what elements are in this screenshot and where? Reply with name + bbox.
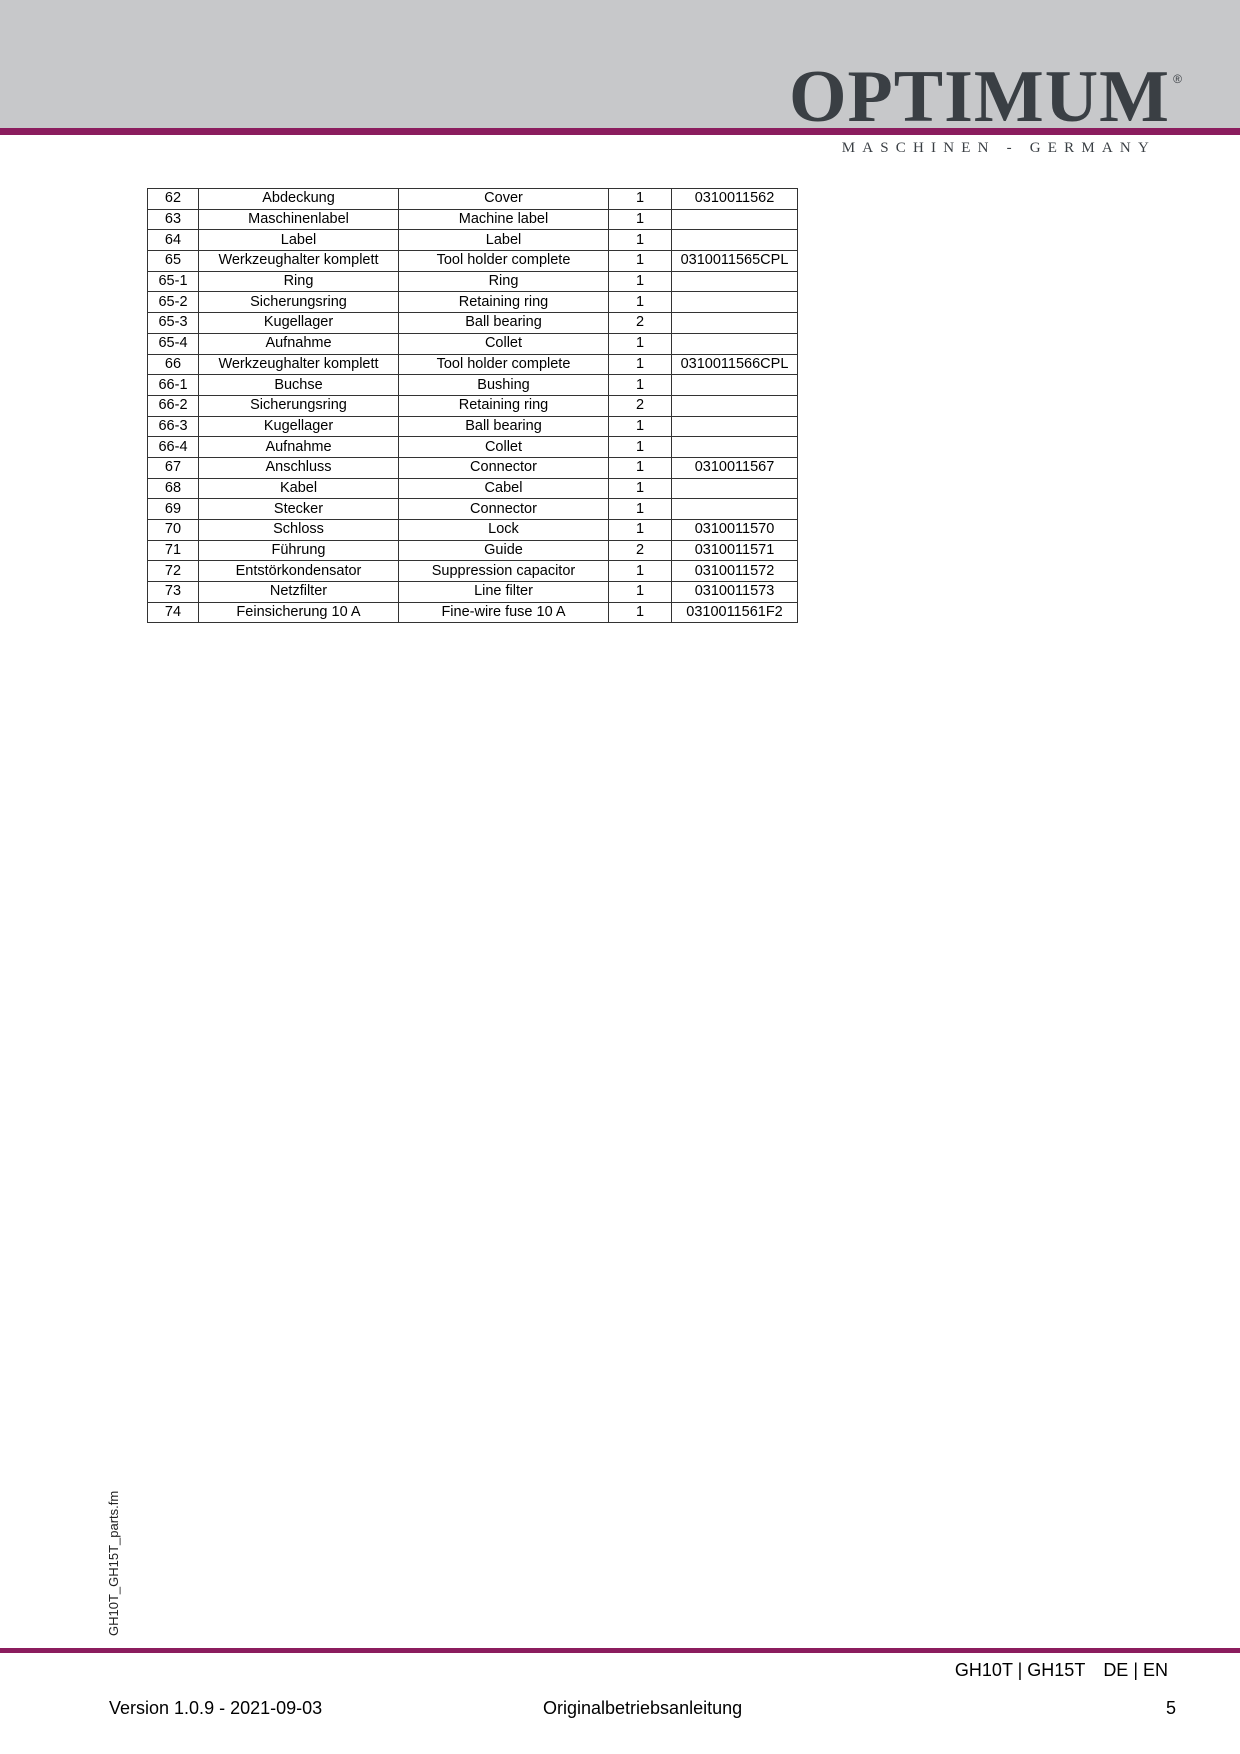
cell-name-en: Tool holder complete <box>399 354 609 375</box>
footer-doc-title: Originalbetriebsanleitung <box>543 1698 743 1718</box>
cell-quantity: 1 <box>609 520 672 541</box>
cell-position: 74 <box>148 602 199 623</box>
cell-name-de: Kugellager <box>199 313 399 334</box>
cell-position: 69 <box>148 499 199 520</box>
cell-name-de: Kugellager <box>199 416 399 437</box>
table-row <box>148 230 798 251</box>
footer-accent-rule <box>0 1648 1240 1653</box>
cell-article-number <box>672 333 798 354</box>
cell-quantity: 1 <box>609 271 672 292</box>
cell-position: 66-4 <box>148 437 199 458</box>
cell-quantity: 1 <box>609 416 672 437</box>
cell-name-de: Kabel <box>199 478 399 499</box>
cell-article-number <box>672 395 798 416</box>
table-row <box>148 582 798 603</box>
cell-name-de: Sicherungsring <box>199 292 399 313</box>
table-row <box>148 478 798 499</box>
cell-position: 67 <box>148 457 199 478</box>
cell-name-de: Maschinenlabel <box>199 209 399 230</box>
cell-name-en: Ring <box>399 271 609 292</box>
cell-name-en: Collet <box>399 437 609 458</box>
cell-name-en: Retaining ring <box>399 292 609 313</box>
table-row <box>148 561 798 582</box>
table-row <box>148 602 798 623</box>
page-number: 5 <box>1165 1698 1176 1718</box>
cell-article-number: 0310011570 <box>672 520 798 541</box>
cell-article-number: 0310011561F2 <box>672 602 798 623</box>
table-row <box>148 209 798 230</box>
cell-quantity: 1 <box>609 478 672 499</box>
cell-name-en: Machine label <box>399 209 609 230</box>
cell-quantity: 1 <box>609 582 672 603</box>
cell-name-de: Aufnahme <box>199 333 399 354</box>
table-row <box>148 499 798 520</box>
cell-position: 62 <box>148 189 199 210</box>
cell-name-de: Stecker <box>199 499 399 520</box>
footer-languages: DE | EN <box>1103 1660 1168 1680</box>
cell-position: 66 <box>148 354 199 375</box>
cell-position: 66-3 <box>148 416 199 437</box>
table-row <box>148 333 798 354</box>
cell-name-de: Entstörkondensator <box>199 561 399 582</box>
cell-name-de: Aufnahme <box>199 437 399 458</box>
cell-name-en: Ball bearing <box>399 313 609 334</box>
cell-quantity: 2 <box>609 395 672 416</box>
cell-name-en: Lock <box>399 520 609 541</box>
cell-name-en: Ball bearing <box>399 416 609 437</box>
cell-quantity: 2 <box>609 540 672 561</box>
cell-quantity: 2 <box>609 313 672 334</box>
cell-name-de: Führung <box>199 540 399 561</box>
registered-mark: ® <box>1173 72 1182 86</box>
cell-name-de: Netzfilter <box>199 582 399 603</box>
cell-name-en: Retaining ring <box>399 395 609 416</box>
table-row <box>148 313 798 334</box>
cell-position: 64 <box>148 230 199 251</box>
cell-article-number <box>672 209 798 230</box>
parts-table <box>147 188 798 623</box>
cell-name-en: Suppression capacitor <box>399 561 609 582</box>
table-row <box>148 540 798 561</box>
cell-quantity: 1 <box>609 457 672 478</box>
cell-position: 66-2 <box>148 395 199 416</box>
cell-quantity: 1 <box>609 354 672 375</box>
cell-article-number: 0310011566CPL <box>672 354 798 375</box>
cell-article-number: 0310011565CPL <box>672 251 798 272</box>
table-row <box>148 354 798 375</box>
cell-position: 65-4 <box>148 333 199 354</box>
cell-quantity: 1 <box>609 209 672 230</box>
cell-quantity: 1 <box>609 333 672 354</box>
cell-article-number: 0310011562 <box>672 189 798 210</box>
cell-position: 66-1 <box>148 375 199 396</box>
cell-article-number <box>672 437 798 458</box>
cell-name-en: Connector <box>399 457 609 478</box>
cell-article-number: 0310011572 <box>672 561 798 582</box>
cell-name-en: Line filter <box>399 582 609 603</box>
cell-quantity: 1 <box>609 499 672 520</box>
table-row <box>148 520 798 541</box>
cell-name-en: Guide <box>399 540 609 561</box>
cell-name-de: Anschluss <box>199 457 399 478</box>
cell-position: 65-3 <box>148 313 199 334</box>
cell-name-de: Ring <box>199 271 399 292</box>
cell-name-en: Fine-wire fuse 10 A <box>399 602 609 623</box>
cell-position: 73 <box>148 582 199 603</box>
cell-name-en: Collet <box>399 333 609 354</box>
cell-name-de: Werkzeughalter komplett <box>199 251 399 272</box>
table-row <box>148 189 798 210</box>
cell-name-en: Connector <box>399 499 609 520</box>
table-row <box>148 251 798 272</box>
cell-name-en: Bushing <box>399 375 609 396</box>
cell-name-en: Label <box>399 230 609 251</box>
cell-name-de: Werkzeughalter komplett <box>199 354 399 375</box>
cell-article-number <box>672 416 798 437</box>
table-row <box>148 416 798 437</box>
cell-quantity: 1 <box>609 251 672 272</box>
cell-article-number: 0310011573 <box>672 582 798 603</box>
table-row <box>148 395 798 416</box>
cell-position: 71 <box>148 540 199 561</box>
cell-position: 65 <box>148 251 199 272</box>
footer-version: Version 1.0.9 - 2021-09-03 <box>109 1698 323 1718</box>
cell-name-de: Feinsicherung 10 A <box>199 602 399 623</box>
cell-quantity: 1 <box>609 561 672 582</box>
source-file-label: GH10T_GH15T_parts.fm <box>106 1490 121 1636</box>
cell-name-de: Buchse <box>199 375 399 396</box>
cell-article-number <box>672 375 798 396</box>
cell-quantity: 1 <box>609 602 672 623</box>
cell-quantity: 1 <box>609 292 672 313</box>
table-row <box>148 437 798 458</box>
cell-name-en: Tool holder complete <box>399 251 609 272</box>
cell-quantity: 1 <box>609 189 672 210</box>
logo-tagline: MASCHINEN - GERMANY <box>841 140 1156 156</box>
cell-name-de: Label <box>199 230 399 251</box>
cell-article-number <box>672 478 798 499</box>
cell-position: 70 <box>148 520 199 541</box>
cell-quantity: 1 <box>609 230 672 251</box>
footer-model-line <box>955 1660 1168 1681</box>
cell-quantity: 1 <box>609 437 672 458</box>
table-row <box>148 271 798 292</box>
table-row <box>148 292 798 313</box>
cell-article-number <box>672 313 798 334</box>
optimum-logo: OPTIMUM <box>788 56 1170 138</box>
cell-position: 65-1 <box>148 271 199 292</box>
cell-article-number: 0310011571 <box>672 540 798 561</box>
footer-models: GH10T | GH15T <box>954 1660 1086 1680</box>
cell-article-number <box>672 230 798 251</box>
table-row <box>148 457 798 478</box>
cell-article-number <box>672 292 798 313</box>
cell-quantity: 1 <box>609 375 672 396</box>
cell-name-en: Cover <box>399 189 609 210</box>
cell-position: 68 <box>148 478 199 499</box>
cell-article-number <box>672 271 798 292</box>
cell-article-number: 0310011567 <box>672 457 798 478</box>
cell-position: 72 <box>148 561 199 582</box>
cell-article-number <box>672 499 798 520</box>
cell-name-de: Schloss <box>199 520 399 541</box>
table-row <box>148 375 798 396</box>
parts-table-body <box>148 189 798 623</box>
cell-name-de: Sicherungsring <box>199 395 399 416</box>
cell-position: 63 <box>148 209 199 230</box>
cell-name-en: Cabel <box>399 478 609 499</box>
cell-name-de: Abdeckung <box>199 189 399 210</box>
cell-position: 65-2 <box>148 292 199 313</box>
